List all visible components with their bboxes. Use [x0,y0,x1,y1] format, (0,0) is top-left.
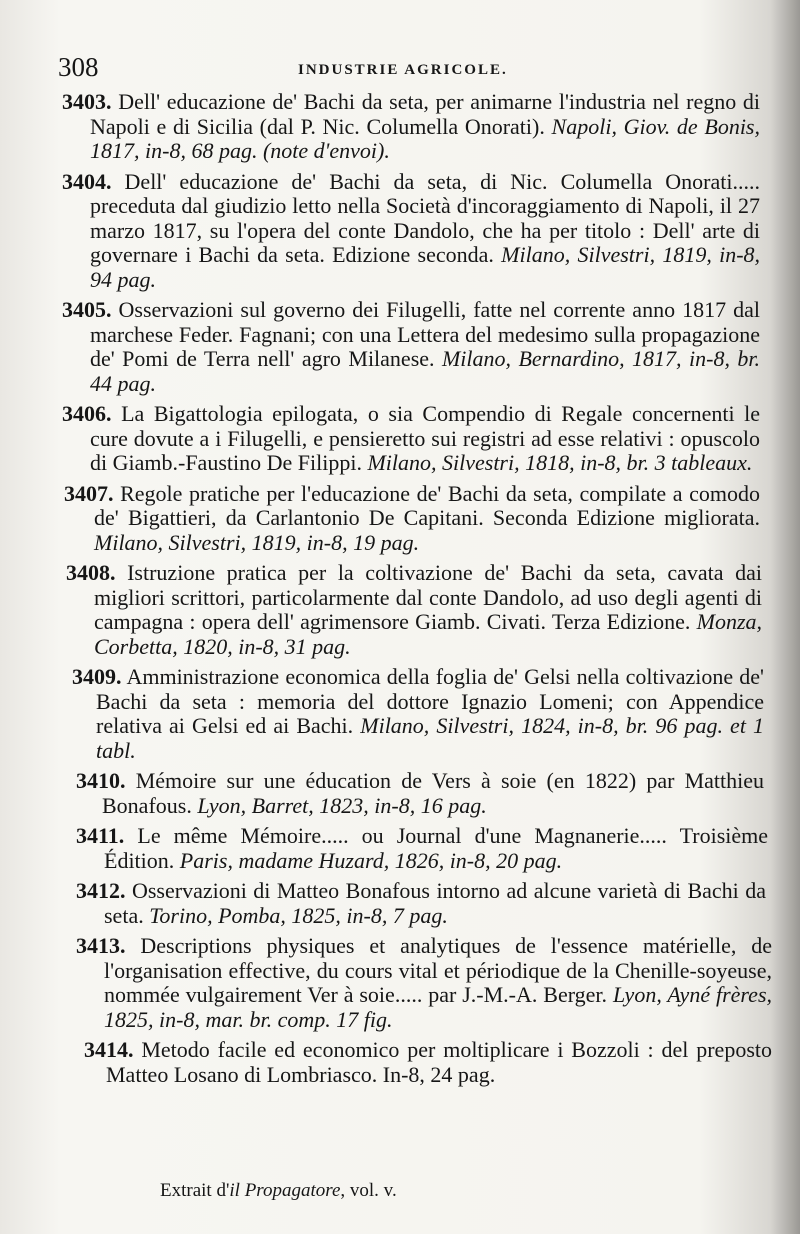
entry-number: 3414. [84,1037,134,1062]
entry-number: 3407. [64,480,114,506]
entry-3405 [0,298,800,396]
entry-3414 [0,1038,800,1087]
entry-3413 [0,934,800,1032]
entry-number: 3405. [62,297,112,322]
entry-number: 3408. [66,560,116,585]
entry-imprint: Napoli, Giov. de Bonis, 1817, in-8, 68 pag. (note d'envoi). [90,113,760,163]
entry-number: 3412. [76,878,126,903]
entry-title: La Bigattologia epilogata, o sia Compendio di Regale concernenti le cure dovute a i Filugelli, e pensieretto sui registri ad esse relativi : opuscolo di Giamb.-Faustino De Filippi. [90,401,760,475]
entry-title: Istruzione pratica per la coltivazione de' Bachi da seta, cavata dai migliori scrittori, particolarmente dal conte Dandolo, ad uso degli agenti di campagna : opera dell' agrimensore Giamb. Civati. Terza Edizione. [94,560,762,634]
extrait-suffix: , vol. v. [340,1180,397,1201]
entry-3408 [0,561,800,659]
entry-3407 [0,482,800,556]
extrait-note [160,1180,397,1202]
entry-number: 3410. [76,768,126,793]
bibliography-list [0,90,800,1093]
entry-title: Osservazioni sul governo dei Filugelli, fatte nel corrente anno 1817 dal marchese Feder. Fagnani; con una Lettera del medesimo sulla propagazione de' Pomi de Terra nell' agro Milanese. [90,297,761,371]
entry-title: Mémoire sur une éducation de Vers à soie (en 1822) par Matthieu Bonafous. [102,768,765,818]
extrait-source: il Propagatore [229,1180,341,1201]
entry-imprint: Paris, madame Huzard, 1826, in-8, 20 pag. [179,847,563,873]
entry-3411 [0,824,800,873]
entry-number: 3404. [62,168,112,194]
entry-3412 [0,879,800,928]
entry-3403 [0,90,800,164]
entry-number: 3406. [62,401,112,426]
entry-number: 3411. [76,823,125,848]
entry-imprint: Milano, Silvestri, 1818, in-8, br. 3 tableaux. [367,450,753,475]
entry-title: Dell' educazione de' Bachi da seta, di Nic. Columella Onorati..... preceduta dal giudizio letto nella Società d'incoraggiamento di Napoli, il 27 marzo 1817, su l'opera del conte Dandolo, che ha per titolo : Dell' arte di governare i Bachi da seta. Edizione seconda. [90,168,760,267]
entry-imprint: Milano, Silvestri, 1819, in-8, 94 pag. [90,242,761,292]
entry-title: Le même Mémoire..... ou Journal d'une Magnanerie..... Troisième Édition. [104,823,769,873]
entry-number: 3403. [62,89,112,114]
entry-imprint: Milano, Silvestri, 1824, in-8, br. 96 pag. et 1 tabl. [96,713,765,763]
entry-number: 3409. [72,664,122,689]
entry-title: Descriptions physiques et analytiques de l'essence matérielle, de l'organisation effective, du cours vital et périodique de la Chenille-soyeuse, nommée vulgairement Ver à soie..... par J.-M.-A. Berger. [104,933,772,1007]
entry-imprint: Lyon, Ayné frères, 1825, in-8, mar. br. comp. 17 fig. [104,982,773,1032]
entry-number: 3413. [76,933,126,958]
entry-imprint: Monza, Corbetta, 1820, in-8, 31 pag. [94,609,763,659]
entry-title: Regole pratiche per l'educazione de' Bachi da seta, compilate a comodo de' Bigattieri, da Carlantonio De Capitani. Seconda Edizione migliorata. [94,480,760,530]
entry-title: Osservazioni di Matteo Bonafous intorno ad alcune varietà di Bachi da seta. [104,878,766,928]
entry-title: Metodo facile ed economico per moltiplicare i Bozzoli : del preposto Matteo Losano di Lombriasco. In-8, 24 pag. [106,1037,772,1087]
entry-imprint: Torino, Pomba, 1825, in-8, 7 pag. [149,902,448,928]
page-number: 308 [58,52,99,82]
extrait-prefix: Extrait d' [160,1180,230,1201]
entry-imprint: Lyon, Barret, 1823, in-8, 16 pag. [197,792,487,818]
entry-3406 [0,402,800,476]
entry-title: Dell' educazione de' Bachi da seta, per animarne l'industria nel regno di Napoli e di Sicilia (dal P. Nic. Columella Onorati). [90,89,761,139]
running-title: INDUSTRIE AGRICOLE. [298,62,508,78]
page-header [58,52,758,92]
entry-imprint: Milano, Bernardino, 1817, in-8, br. 44 pag. [90,346,761,396]
entry-title: Amministrazione economica della foglia de' Gelsi nella coltivazione de' Bachi da seta : memoria del dottore Ignazio Lomeni; con Appendice relativa ai Gelsi ed ai Bachi. [96,664,764,738]
entry-imprint: Milano, Silvestri, 1819, in-8, 19 pag. [94,529,420,555]
entry-3404 [0,170,800,293]
entry-3409 [0,665,800,763]
entry-3410 [0,769,800,818]
